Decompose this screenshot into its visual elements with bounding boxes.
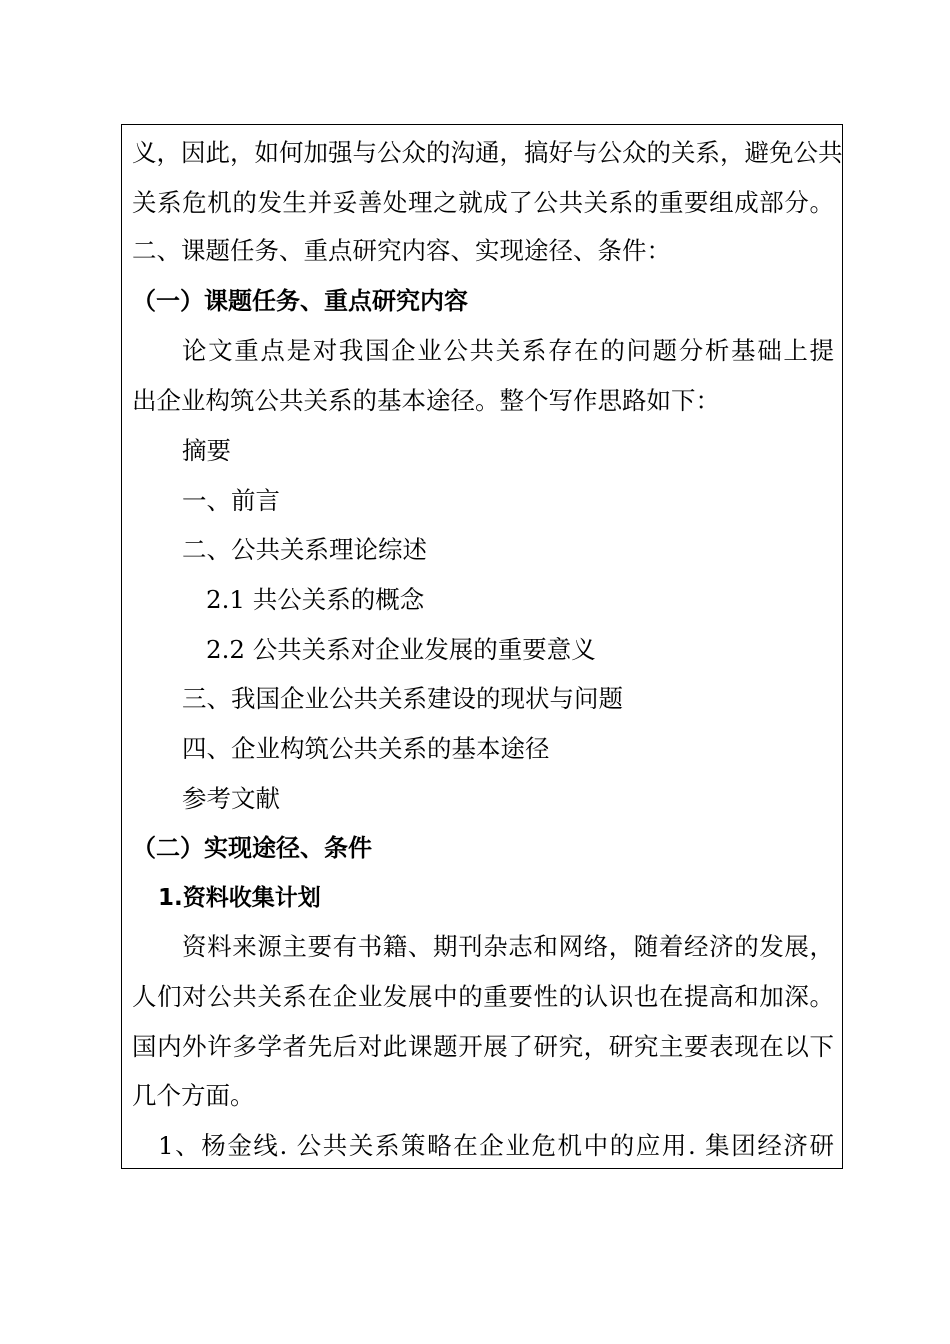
outline-item: 摘要 [182, 436, 231, 465]
outline-item: 四、企业构筑公共关系的基本途径 [182, 734, 550, 763]
paragraph-line: 出企业构筑公共关系的基本途径。整个写作思路如下： [132, 386, 720, 415]
section-heading: 二、课题任务、重点研究内容、实现途径、条件： [132, 236, 671, 265]
paragraph-line: 资料来源主要有书籍、期刊杂志和网络，随着经济的发展， [182, 932, 834, 961]
paragraph-line: 义，因此，如何加强与公众的沟通，搞好与公众的关系，避免公共 [132, 138, 843, 167]
outline-item: 二、公共关系理论综述 [182, 535, 427, 564]
outline-subitem: 2.1 共公关系的概念 [206, 585, 425, 614]
outline-item: 三、我国企业公共关系建设的现状与问题 [182, 684, 623, 713]
reference-item: 1、杨金线. 公共关系策略在企业危机中的应用. 集团经济研 [158, 1131, 834, 1160]
paragraph-line: 论文重点是对我国企业公共关系存在的问题分析基础上提 [182, 336, 834, 365]
paragraph-line: 国内外许多学者先后对此课题开展了研究，研究主要表现在以下 [132, 1032, 834, 1061]
outline-item: 一、前言 [182, 486, 280, 515]
paragraph-line: 关系危机的发生并妥善处理之就成了公共关系的重要组成部分。 [132, 188, 834, 217]
outline-subitem: 2.2 公共关系对企业发展的重要意义 [206, 635, 596, 664]
subsection-heading: （一）课题任务、重点研究内容 [132, 287, 468, 315]
paragraph-line: 人们对公共关系在企业发展中的重要性的认识也在提高和加深。 [132, 982, 834, 1011]
outline-item: 参考文献 [182, 784, 280, 813]
paragraph-line: 几个方面。 [132, 1081, 255, 1110]
subsection-heading: （二）实现途径、条件 [132, 834, 372, 862]
numbered-heading: 1.资料收集计划 [158, 885, 321, 911]
